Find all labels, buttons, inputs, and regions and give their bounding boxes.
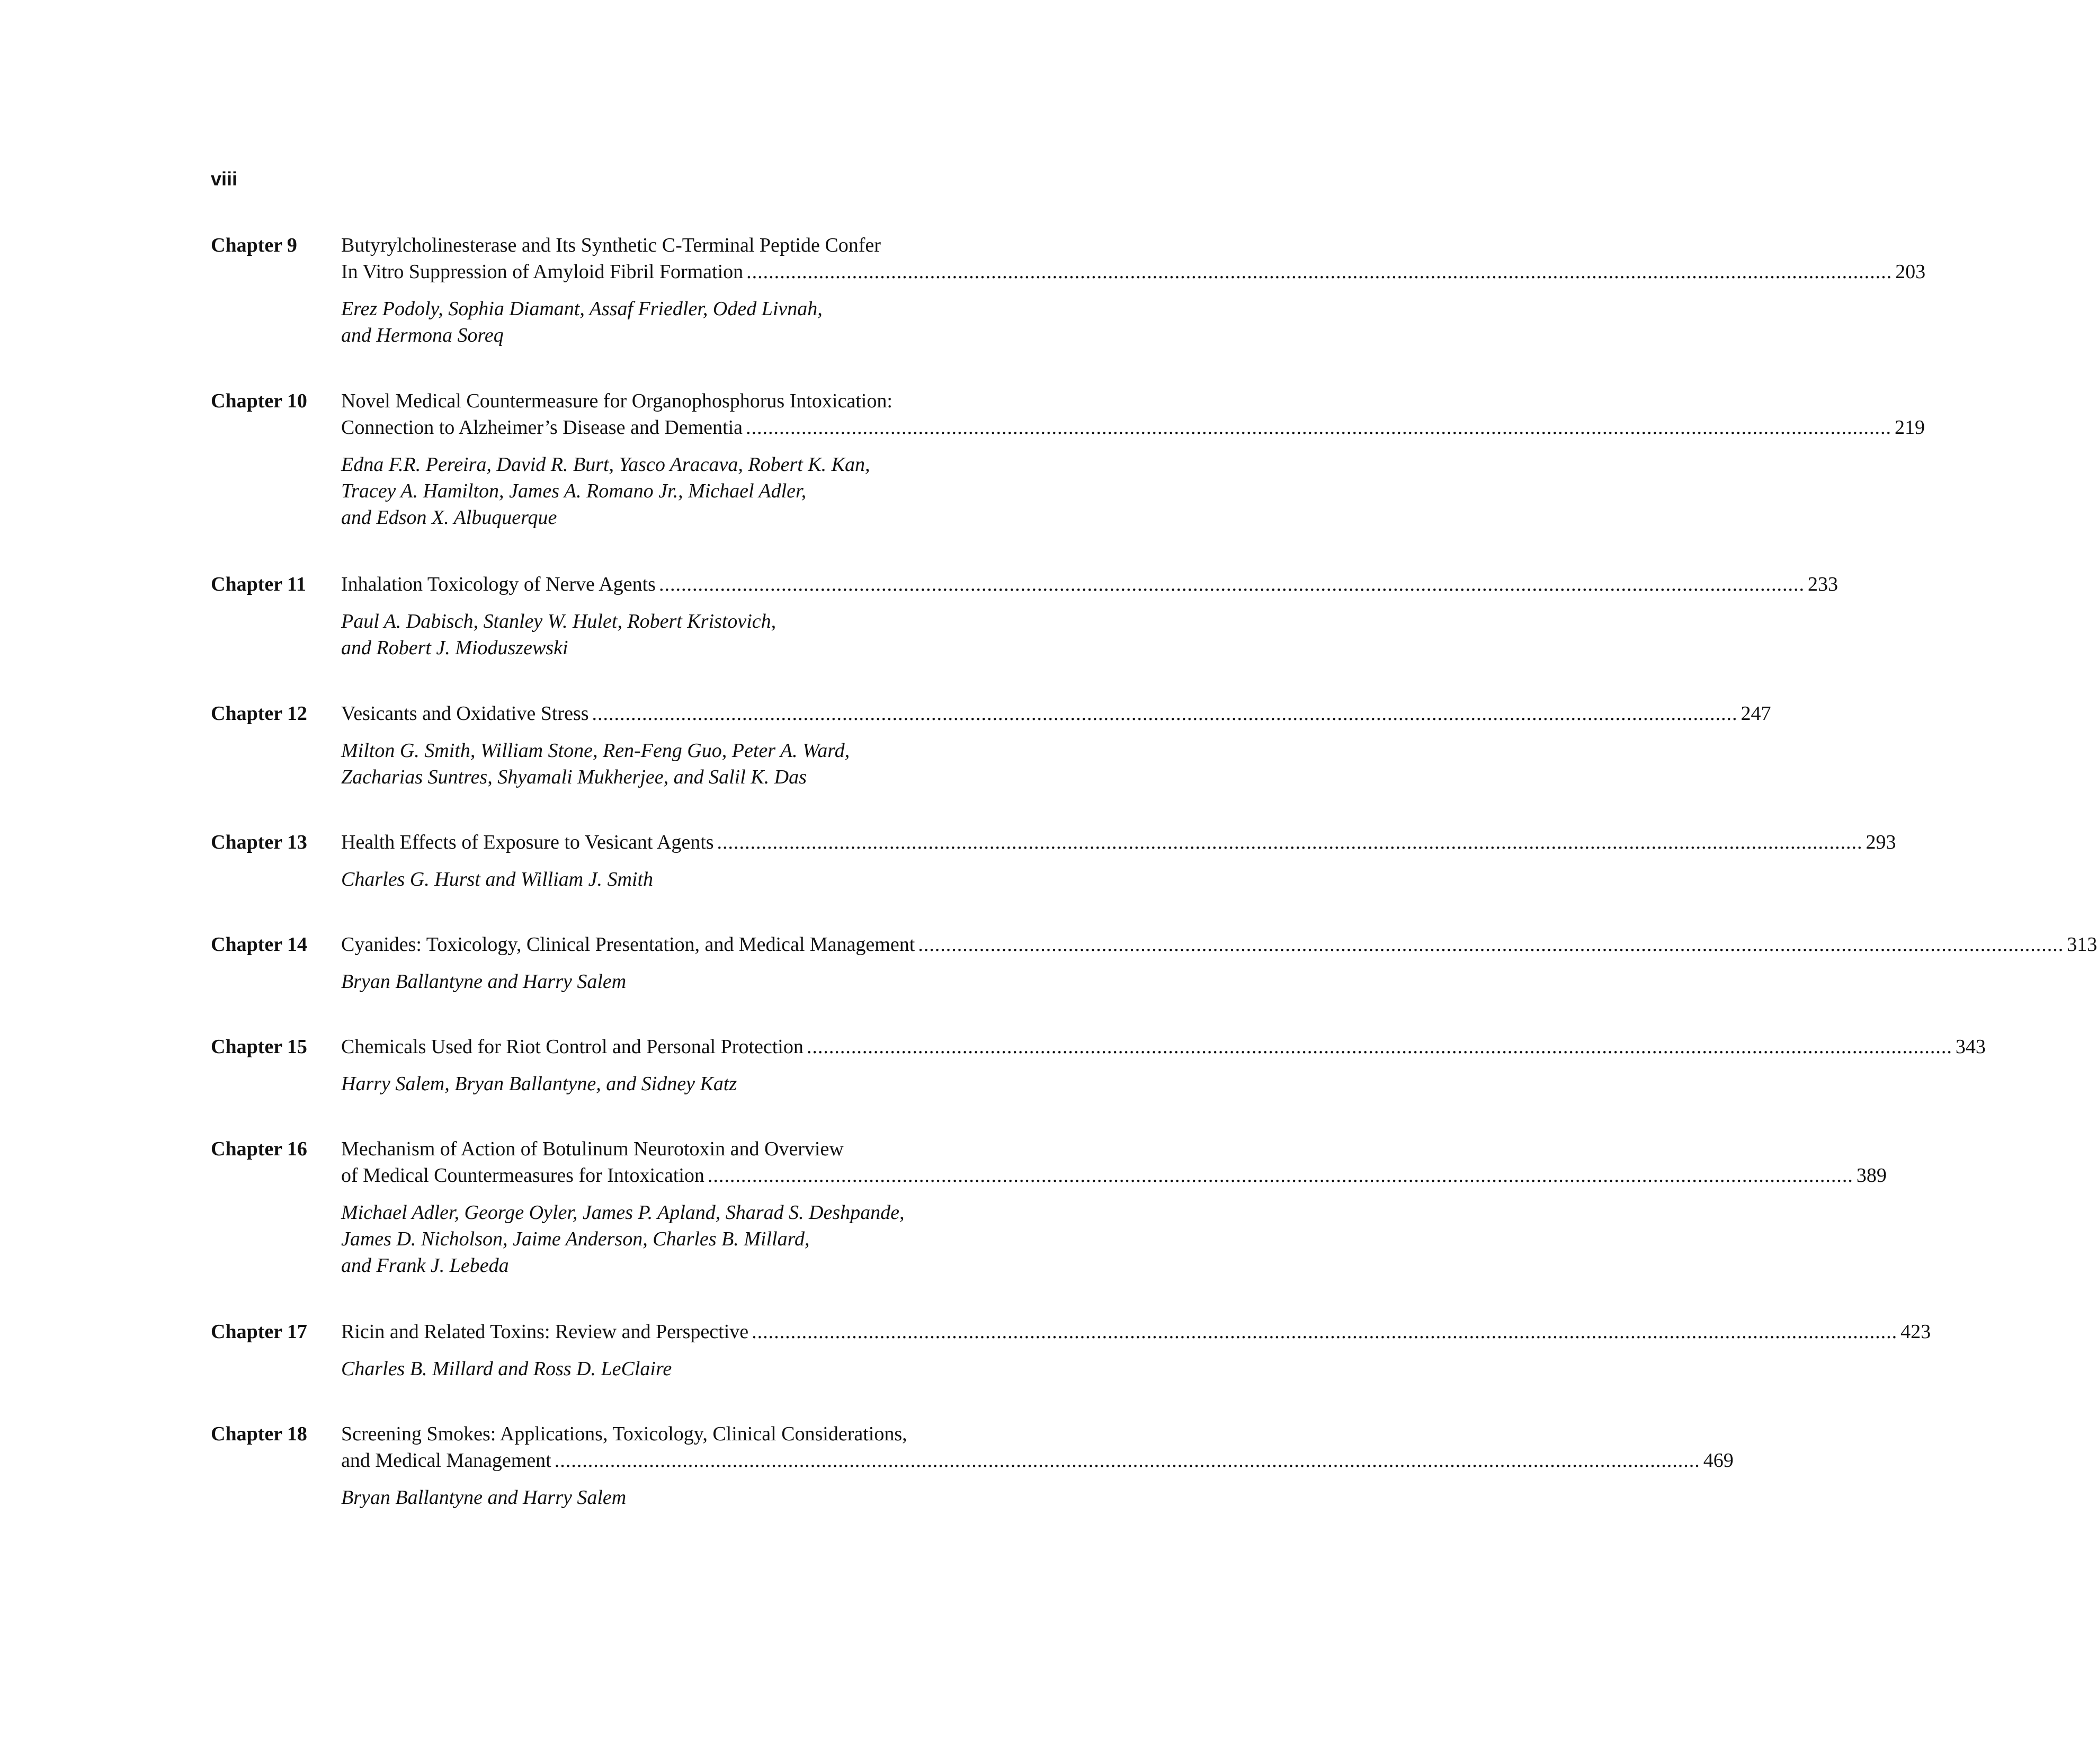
chapter-title-text: In Vitro Suppression of Amyloid Fibril Formation (341, 261, 744, 283)
dot-leader: .............................................................................................................................................................................................................. (746, 416, 1892, 439)
chapter-authors (341, 968, 1090, 995)
dot-leader: .............................................................................................................................................................................................................. (554, 1449, 1700, 1472)
chapter-page-number: 293 (1866, 831, 1896, 853)
chapter-title-line: Novel Medical Countermeasure for Organophosphorus Intoxication: (341, 390, 893, 412)
chapter-title-last-line (341, 414, 1925, 441)
author-line: and Hermona Soreq (341, 324, 504, 346)
chapter-title-line: Screening Smokes: Applications, Toxicology, Clinical Considerations, (341, 1423, 907, 1445)
chapter-label: Chapter 16 (211, 1138, 307, 1160)
chapter-body (341, 1034, 1986, 1097)
chapter-label: Chapter 17 (211, 1321, 307, 1343)
chapter-page-number: 389 (1856, 1164, 1887, 1187)
author-line: Bryan Ballantyne and Harry Salem (341, 970, 627, 993)
chapter-body (341, 571, 1838, 661)
chapter-body (341, 1421, 1734, 1511)
page-number: viii (211, 168, 238, 190)
chapter-page-number: 219 (1895, 416, 1925, 439)
chapter-title-last-line (341, 700, 1771, 727)
chapter-page-number: 343 (1955, 1036, 1986, 1058)
chapter-title-text: Cyanides: Toxicology, Clinical Presentation, and Medical Management (341, 933, 915, 956)
chapter-page-number: 313 (2067, 933, 2097, 956)
chapter-body (341, 1318, 1931, 1382)
chapter-page-number: 423 (1900, 1321, 1931, 1343)
chapter-title-text: of Medical Countermeasures for Intoxication (341, 1164, 704, 1187)
chapter-title-text: and Medical Management (341, 1449, 551, 1472)
chapter-authors (341, 451, 1090, 531)
chapter-title-last-line (341, 931, 2097, 958)
chapter-label: Chapter 12 (211, 702, 307, 725)
chapter-label: Chapter 14 (211, 933, 307, 956)
chapter-title-text: Vesicants and Oxidative Stress (341, 702, 589, 725)
author-line: Bryan Ballantyne and Harry Salem (341, 1486, 627, 1509)
chapter-page-number: 247 (1741, 702, 1771, 725)
chapter-authors (341, 1071, 1090, 1097)
chapter-body (341, 1136, 1887, 1279)
author-line: Tracey A. Hamilton, James A. Romano Jr., Michael Adler, (341, 480, 807, 502)
chapter-label: Chapter 18 (211, 1423, 307, 1445)
chapter-body (341, 829, 1896, 893)
dot-leader: .............................................................................................................................................................................................................. (658, 573, 1805, 595)
chapter-label: Chapter 9 (211, 234, 297, 256)
chapter-title-last-line (341, 1447, 1734, 1474)
chapter-authors (341, 1356, 1090, 1382)
author-line: Edna F.R. Pereira, David R. Burt, Yasco Aracava, Robert K. Kan, (341, 453, 870, 476)
chapter-label: Chapter 15 (211, 1036, 307, 1058)
chapter-page-number: 203 (1895, 261, 1926, 283)
chapter-title-last-line (341, 1318, 1931, 1345)
chapter-page-number: 469 (1703, 1449, 1734, 1472)
author-line: Zacharias Suntres, Shyamali Mukherjee, and Salil K. Das (341, 766, 807, 788)
chapter-title-line: Mechanism of Action of Botulinum Neurotoxin and Overview (341, 1138, 844, 1160)
author-line: and Robert J. Mioduszewski (341, 637, 568, 659)
author-line: James D. Nicholson, Jaime Anderson, Charles B. Millard, (341, 1228, 810, 1250)
chapter-label: Chapter 13 (211, 831, 307, 853)
author-line: Charles G. Hurst and William J. Smith (341, 868, 654, 890)
chapter-authors (341, 866, 1090, 893)
chapter-title-last-line (341, 259, 1926, 285)
dot-leader: .............................................................................................................................................................................................................. (717, 831, 1863, 853)
author-line: Erez Podoly, Sophia Diamant, Assaf Friedler, Oded Livnah, (341, 298, 823, 320)
chapter-body (341, 232, 1926, 349)
dot-leader: .............................................................................................................................................................................................................. (592, 702, 1738, 725)
chapter-title-text: Health Effects of Exposure to Vesicant Agents (341, 831, 714, 853)
author-line: and Frank J. Lebeda (341, 1254, 509, 1277)
chapter-authors (341, 608, 1090, 661)
dot-leader: .............................................................................................................................................................................................................. (707, 1164, 1853, 1187)
chapter-title-last-line (341, 571, 1838, 598)
chapter-body (341, 931, 2097, 995)
chapter-title-last-line (341, 829, 1896, 856)
dot-leader: .............................................................................................................................................................................................................. (746, 261, 1893, 283)
chapter-authors (341, 296, 1090, 349)
author-line: Milton G. Smith, William Stone, Ren-Feng Guo, Peter A. Ward, (341, 740, 850, 762)
author-line: Paul A. Dabisch, Stanley W. Hulet, Robert Kristovich, (341, 610, 777, 632)
chapter-label: Chapter 10 (211, 390, 307, 412)
dot-leader: .............................................................................................................................................................................................................. (806, 1036, 1952, 1058)
chapter-title-text: Inhalation Toxicology of Nerve Agents (341, 573, 656, 595)
chapter-title-last-line (341, 1162, 1887, 1189)
author-line: Michael Adler, George Oyler, James P. Apland, Sharad S. Deshpande, (341, 1201, 905, 1224)
author-line: Harry Salem, Bryan Ballantyne, and Sidney Katz (341, 1073, 737, 1095)
dot-leader: .............................................................................................................................................................................................................. (752, 1321, 1898, 1343)
chapter-body (341, 700, 1771, 790)
chapter-page-number: 233 (1807, 573, 1838, 595)
chapter-title-text: Connection to Alzheimer’s Disease and Dementia (341, 416, 743, 439)
author-line: and Edson X. Albuquerque (341, 506, 557, 529)
chapter-body (341, 388, 1925, 531)
author-line: Charles B. Millard and Ross D. LeClaire (341, 1358, 672, 1380)
chapter-label: Chapter 11 (211, 573, 306, 595)
dot-leader: .............................................................................................................................................................................................................. (918, 933, 2064, 956)
chapter-title-last-line (341, 1034, 1986, 1060)
chapter-title-line: Butyrylcholinesterase and Its Synthetic C-Terminal Peptide Confer (341, 234, 881, 256)
chapter-title-text: Chemicals Used for Riot Control and Personal Protection (341, 1036, 804, 1058)
chapter-authors (341, 737, 1090, 790)
chapter-title-text: Ricin and Related Toxins: Review and Perspective (341, 1321, 749, 1343)
chapter-authors (341, 1484, 1090, 1511)
chapter-authors (341, 1199, 1090, 1279)
